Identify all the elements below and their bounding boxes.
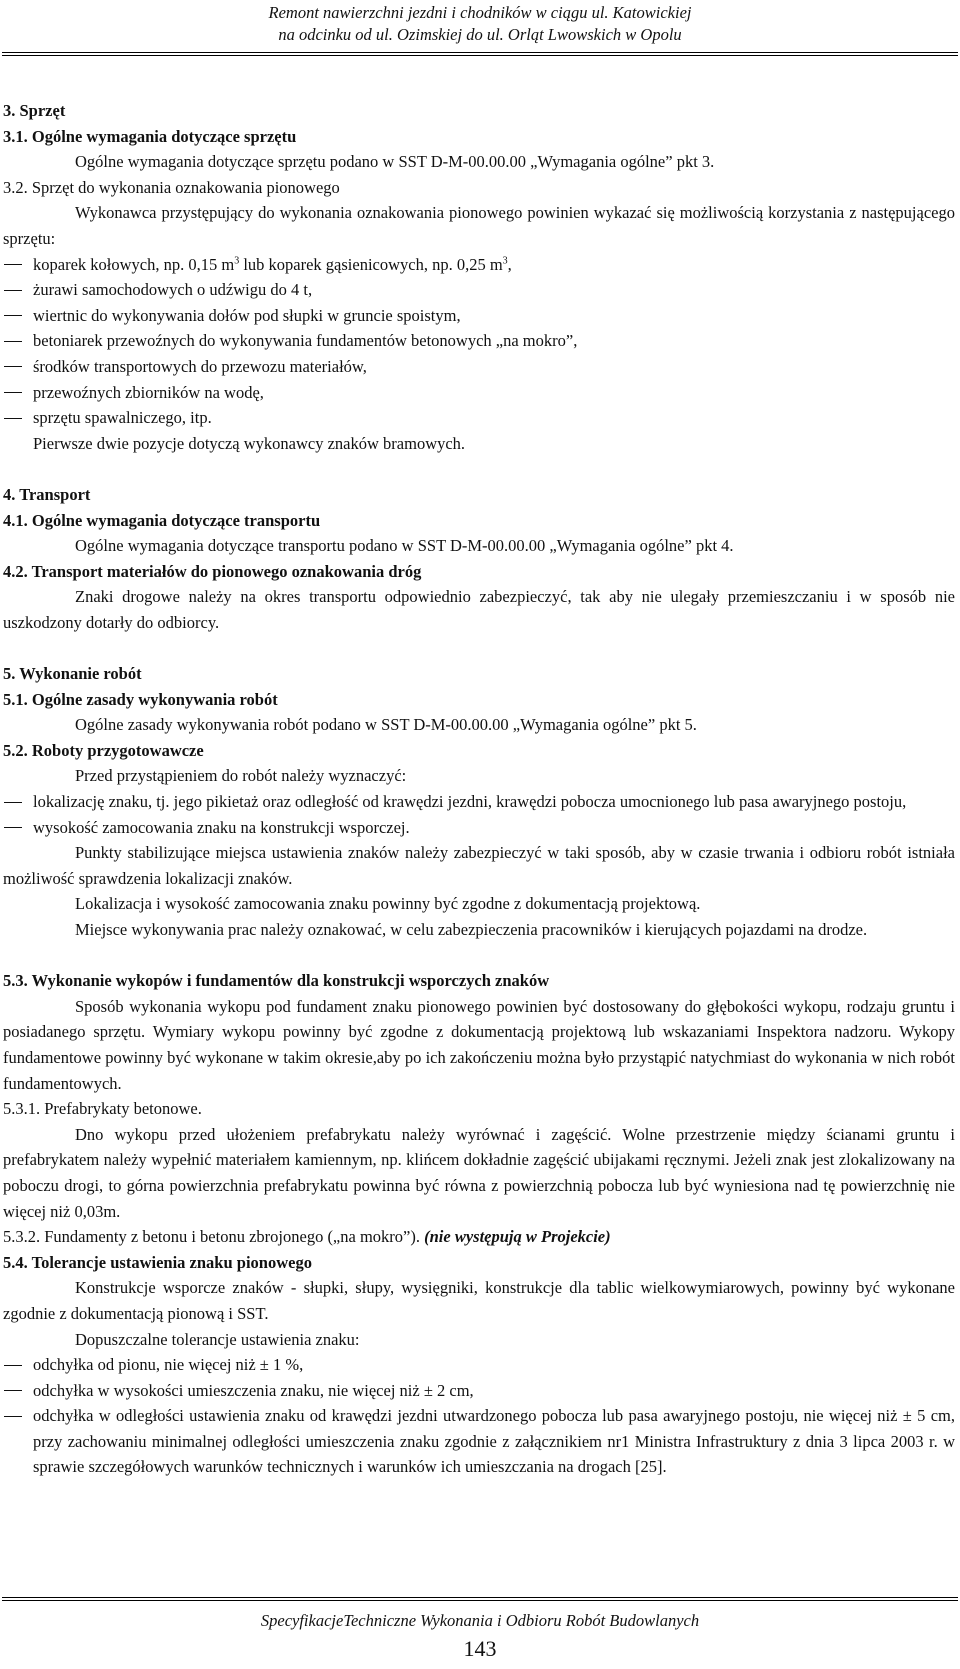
- section-5-3-2-title: 5.3.2. Fundamenty z betonu i betonu zbrojonego („na mokro”).: [3, 1227, 425, 1247]
- document-body: [3, 98, 955, 1480]
- section-5-2-paragraph-1: Punkty stabilizujące miejsca ustawienia znaków należy zabezpieczyć w taki sposób, aby w czasie trwania i odbioru robót istniała możliwość sprawdzenia lokalizacji znaków.: [3, 843, 955, 888]
- section-5-1-heading: 5.1. Ogólne zasady wykonywania robót: [3, 689, 278, 709]
- section-5-3-1-heading: 5.3.1. Prefabrykaty betonowe.: [3, 1099, 202, 1119]
- equipment-item-welding: sprzętu spawalniczego, itp.: [3, 405, 955, 431]
- section-5-2-paragraph-2: Lokalizacja i wysokość zamocowania znaku powinny być zgodne z dokumentacją projektową.: [75, 894, 701, 914]
- header-rule: [2, 52, 958, 56]
- page-number: 143: [463, 1636, 497, 1661]
- section-5-4-heading: 5.4. Tolerancje ustawienia znaku pionowego: [3, 1252, 312, 1272]
- equipment-note: Pierwsze dwie pozycje dotyczą wykonawcy znaków bramowych.: [33, 433, 466, 453]
- section-4-heading: 4. Transport: [3, 484, 91, 504]
- excavator-text-c: ,: [507, 254, 512, 274]
- prep-item-location: lokalizację znaku, tj. jego pikietaż oraz odległość od krawędzi jezdni, krawędzi pobocza umocnionego lub pasa awaryjnego postoju,: [3, 789, 955, 815]
- section-5-3-heading: 5.3. Wykonanie wykopów i fundamentów dla konstrukcji wsporczych znaków: [3, 971, 550, 991]
- section-4-2-text: Znaki drogowe należy na okres transportu odpowiednio zabezpieczyć, tak aby nie ulegały przemieszczaniu i w sposób nie uszkodzony dotarły do odbiorcy.: [3, 587, 955, 632]
- cubic-superscript: 3: [234, 255, 240, 267]
- tolerance-item-height: odchyłka w wysokości umieszczenia znaku, nie więcej niż ± 2 cm,: [3, 1378, 955, 1404]
- section-3-heading: 3. Sprzęt: [3, 101, 66, 120]
- equipment-item-cranes: żurawi samochodowych o udźwigu do 4 t,: [3, 277, 955, 303]
- section-3-1-text: Ogólne wymagania dotyczące sprzętu podano w SST D-M-00.00.00 „Wymagania ogólne” pkt 3.: [75, 152, 715, 172]
- section-5-2-intro: Przed przystąpieniem do robót należy wyznaczyć:: [75, 766, 407, 786]
- cubic-superscript-2: 3: [502, 255, 508, 267]
- section-4-1-heading: 4.1. Ogólne wymagania dotyczące transportu: [3, 510, 321, 530]
- spacer: [3, 943, 955, 969]
- prep-item-height: wysokość zamocowania znaku na konstrukcji wsporczej.: [3, 815, 955, 841]
- tolerance-item-distance: odchyłka w odległości ustawienia znaku od krawędzi jezdni utwardzonego pobocza lub pasa awaryjnego postoju, nie więcej niż ± 5 cm, przy zachowaniu minimalnej odległości umieszczenia znaku zgodnie z załącznikiem nr1 Ministra Infrastruktury z dnia 3 lipca 2003 r. w sprawie szczegółowych warunków technicznych i warunków ich umieszczania na drogach [25].: [3, 1403, 955, 1480]
- spacer: [3, 635, 955, 661]
- section-5-3-1-paragraph: Dno wykopu przed ułożeniem prefabrykatu należy wyrównać i zagęścić. Wolne przestrzenie między ścianami gruntu i prefabrykatem należy wypełnić materiałem kamiennym, np. klińcem dokładnie zagęścić ubijakami ręcznymi. Jeżeli znak jest zlokalizowany na poboczu drogi, to górna powierzchnia prefabrykatu powinna być równa z powierzchnią pobocza lub być wyniesiona nad tę powierzchnię nie więcej niż 0,03m.: [3, 1124, 955, 1221]
- header-line-1: Remont nawierzchni jezdni i chodników w ciągu ul. Katowickiej: [268, 3, 692, 22]
- equipment-item-water-tanks: przewoźnych zbiorników na wodę,: [3, 380, 955, 406]
- equipment-item-mixers: betoniarek przewoźnych do wykonywania fundamentów betonowych „na mokro”,: [3, 328, 955, 354]
- section-4-2-heading: 4.2. Transport materiałów do pionowego oznakowania dróg: [3, 561, 422, 581]
- page-footer: SpecyfikacjeTechniczne Wykonania i Odbioru Robót Budowlanych: [260, 1611, 700, 1630]
- section-5-3-2-note: (nie występują w Projekcie): [424, 1227, 611, 1247]
- section-5-3-2-heading: [3, 1224, 955, 1250]
- equipment-item-drills: wiertnic do wykonywania dołów pod słupki w gruncie spoistym,: [3, 303, 955, 329]
- header-line-2: na odcinku od ul. Ozimskiej do ul. Orląt Lwowskich w Opolu: [278, 25, 682, 44]
- section-5-2-heading: 5.2. Roboty przygotowawcze: [3, 740, 204, 760]
- excavator-text-b: lub koparek gąsienicowych, np. 0,25 m: [239, 254, 503, 274]
- tolerance-item-vertical: odchyłka od pionu, nie więcej niż ± 1 %,: [3, 1352, 955, 1378]
- section-5-3-paragraph: Sposób wykonania wykopu pod fundament znaku pionowego powinien być dostosowany do głębokości wykopu, rodzaju gruntu i posiadanego sprzętu. Wymiary wykopu powinny być zgodne z dokumentacją projektową lub wskazaniami Inspektora nadzoru. Wykopy fundamentowe powinny być wykonane w takim okresie,aby po ich zakończeniu można było przystąpić natychmiast do wykonania w nich robót fundamentowych.: [3, 996, 955, 1093]
- section-5-2-paragraph-3: Miejsce wykonywania prac należy oznakować, w celu zabezpieczenia pracowników i kierujących pojazdami na drodze.: [75, 920, 868, 939]
- excavator-text-a: koparek kołowych, np. 0,15 m: [33, 254, 235, 274]
- equipment-item-transport: środków transportowych do przewozu materiałów,: [3, 354, 955, 380]
- footer-rule: [2, 1597, 958, 1601]
- section-5-1-text: Ogólne zasady wykonywania robót podano w SST D-M-00.00.00 „Wymagania ogólne” pkt 5.: [75, 715, 697, 735]
- section-5-4-paragraph-2: Dopuszczalne tolerancje ustawienia znaku:: [75, 1329, 360, 1349]
- equipment-item-excavators: [3, 252, 955, 278]
- section-3-2-intro: Wykonawca przystępujący do wykonania oznakowania pionowego powinien wykazać się możliwością korzystania z następującego sprzętu:: [3, 203, 955, 248]
- page-header: [0, 0, 960, 46]
- section-5-heading: 5. Wykonanie robót: [3, 664, 142, 684]
- section-3-1-heading: 3.1. Ogólne wymagania dotyczące sprzętu: [3, 126, 297, 146]
- section-4-1-text: Ogólne wymagania dotyczące transportu podano w SST D-M-00.00.00 „Wymagania ogólne” pkt 4.: [75, 536, 734, 556]
- section-5-4-paragraph-1: Konstrukcje wsporcze znaków - słupki, słupy, wysięgniki, konstrukcje dla tablic wielkowymiarowych, powinny być wykonane zgodnie z dokumentacją pionową i SST.: [3, 1278, 955, 1323]
- section-3-2-heading: 3.2. Sprzęt do wykonania oznakowania pionowego: [3, 177, 340, 197]
- spacer: [3, 456, 955, 482]
